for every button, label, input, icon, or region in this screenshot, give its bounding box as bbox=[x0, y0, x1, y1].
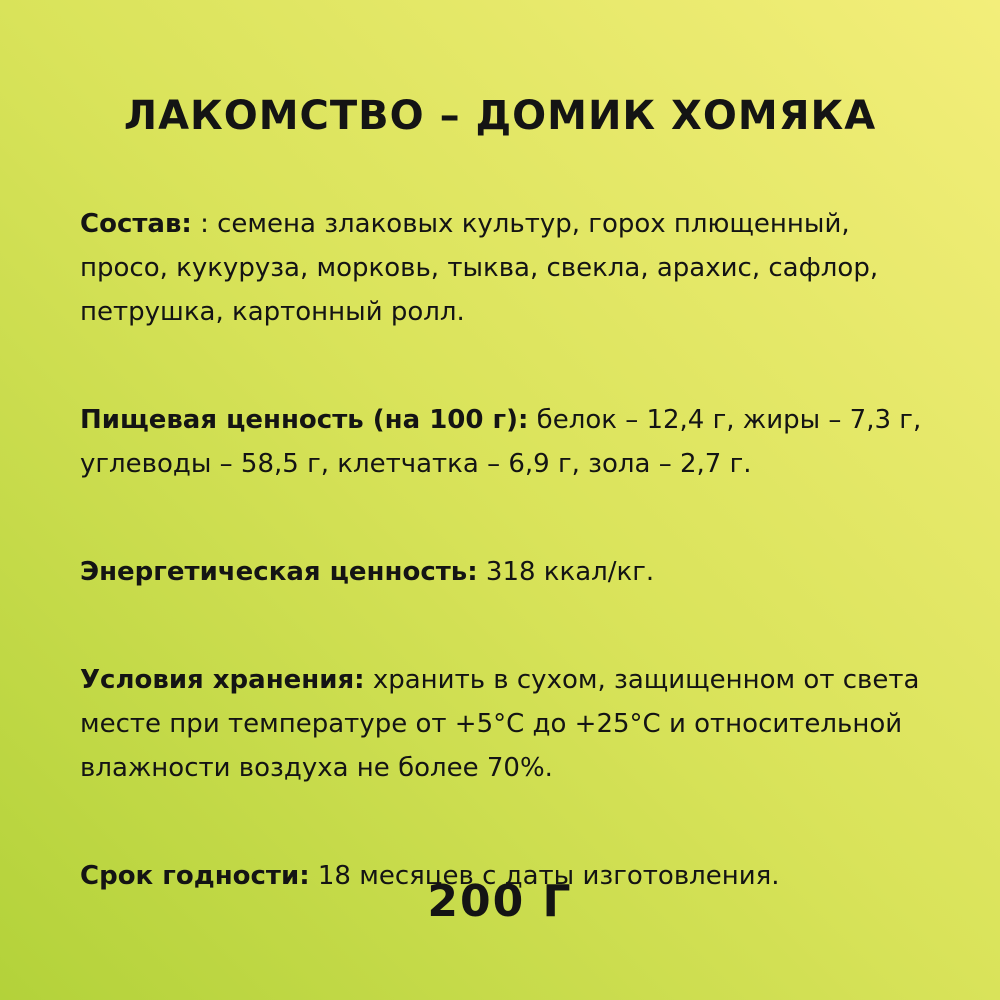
shelf-life-label: Срок годности: bbox=[80, 861, 310, 891]
composition-label: Состав: bbox=[80, 209, 192, 239]
shelf-life-value: 18 месяцев с даты изготовления. bbox=[309, 861, 780, 891]
nutrition-label: Пищевая ценность (на 100 г): bbox=[80, 405, 529, 435]
nutrition-value: белок – 12,4 г, жиры – 7,3 г, углеводы – 58,5 г, клетчатка – 6,9 г, зола – 2,7 г. bbox=[80, 405, 922, 479]
net-weight: 200 Г bbox=[427, 876, 573, 927]
composition-value: : семена злаковых культур, горох плющенный, просо, кукуруза, морковь, тыква, свекла, арахис, сафлор, петрушка, картонный ролл. bbox=[80, 209, 879, 327]
nutrition-section bbox=[80, 398, 940, 486]
energy-section bbox=[80, 550, 940, 594]
energy-label: Энергетическая ценность: bbox=[80, 557, 478, 587]
composition-section bbox=[80, 202, 940, 334]
storage-section bbox=[80, 658, 940, 790]
energy-value: 318 ккал/кг. bbox=[477, 557, 655, 587]
storage-label: Условия хранения: bbox=[80, 665, 365, 695]
storage-value: хранить в сухом, защищенном от света месте при температуре от +5°С до +25°С и относительной влажности воздуха не более 70%. bbox=[80, 665, 920, 783]
product-info bbox=[80, 202, 940, 962]
product-title: ЛАКОМСТВО – ДОМИК ХОМЯКА bbox=[123, 93, 877, 139]
